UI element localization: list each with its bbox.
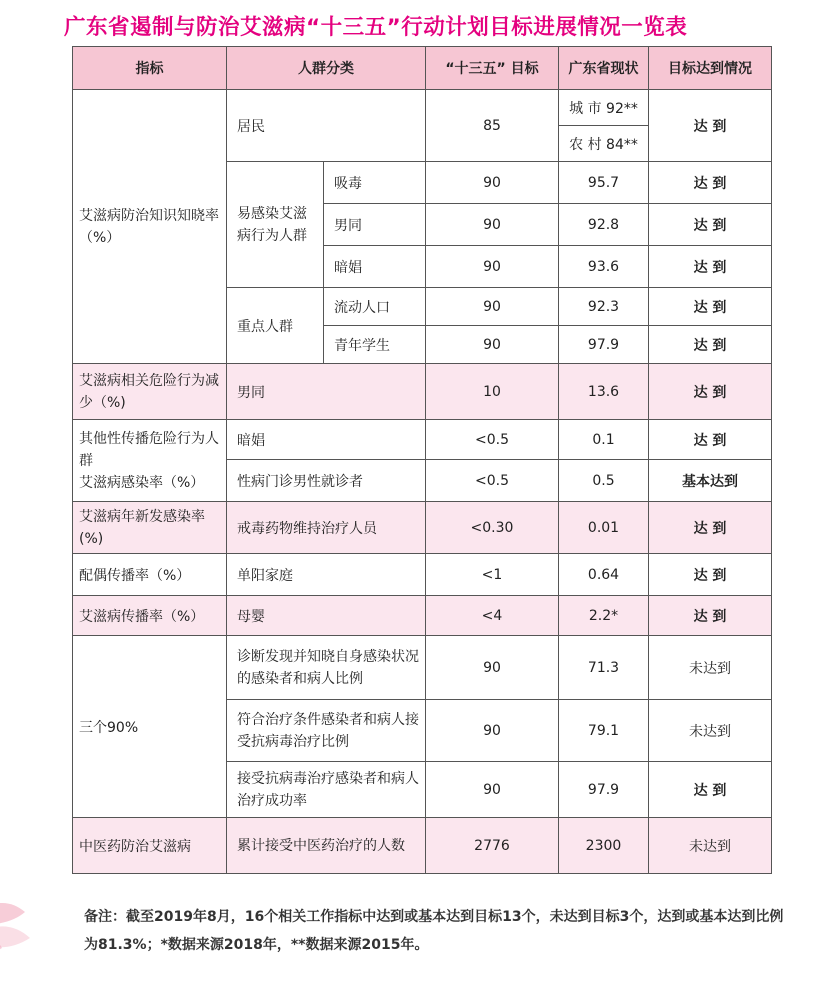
group-cell: 易感染艾滋病行为人群 (227, 162, 324, 288)
status-cell: 71.3 (559, 636, 649, 700)
subgroup-cell: 暗娼 (324, 246, 426, 288)
group-cell: 累计接受中医药治疗的人数 (227, 818, 426, 874)
indicator-cell: 配偶传播率（%） (73, 554, 227, 596)
group-cell: 母婴 (227, 596, 426, 636)
indicator-cell: 艾滋病传播率（%） (73, 596, 227, 636)
subgroup-cell: 青年学生 (324, 326, 426, 364)
progress-table (72, 46, 772, 874)
target-cell: 90 (426, 326, 559, 364)
group-cell: 戒毒药物维持治疗人员 (227, 502, 426, 554)
status-cell: 0.01 (559, 502, 649, 554)
status-cell: 93.6 (559, 246, 649, 288)
target-cell: <1 (426, 554, 559, 596)
status-cell: 0.64 (559, 554, 649, 596)
result-cell: 达 到 (649, 162, 772, 204)
result-cell: 达 到 (649, 326, 772, 364)
footnote: 备注：截至2019年8月，16个相关工作指标中达到或基本达到目标13个，未达到目标3个，达到或基本达到比例为81.3%；*数据来源2018年，**数据来源2015年。 (84, 909, 784, 953)
target-cell: <4 (426, 596, 559, 636)
table-row (73, 636, 772, 700)
result-cell: 达 到 (649, 288, 772, 326)
status-cell: 2.2* (559, 596, 649, 636)
table-row (73, 554, 772, 596)
result-cell: 达 到 (649, 204, 772, 246)
table-header-row (73, 47, 772, 90)
result-cell: 未达到 (649, 700, 772, 762)
flower-petal-decoration (0, 890, 60, 960)
target-cell: 90 (426, 288, 559, 326)
header-indicator: 指标 (73, 47, 227, 90)
header-group: 人群分类 (227, 47, 426, 90)
target-cell: <0.5 (426, 420, 559, 460)
subgroup-cell: 吸毒 (324, 162, 426, 204)
subgroup-cell: 流动人口 (324, 288, 426, 326)
result-cell: 未达到 (649, 636, 772, 700)
result-cell: 未达到 (649, 818, 772, 874)
result-cell: 达 到 (649, 364, 772, 420)
group-cell: 诊断发现并知晓自身感染状况的感染者和病人比例 (227, 636, 426, 700)
result-cell: 达 到 (649, 596, 772, 636)
table-row (73, 90, 772, 126)
status-cell: 0.1 (559, 420, 649, 460)
table-row (73, 364, 772, 420)
group-cell: 重点人群 (227, 288, 324, 364)
status-cell: 92.3 (559, 288, 649, 326)
result-cell: 达 到 (649, 554, 772, 596)
target-cell: 90 (426, 762, 559, 818)
table-row (73, 502, 772, 554)
result-cell: 达 到 (649, 420, 772, 460)
header-status: 广东省现状 (559, 47, 649, 90)
indicator-cell: 艾滋病年新发感染率(%) (73, 502, 227, 554)
status-cell: 79.1 (559, 700, 649, 762)
indicator-line-a: 其他性传播危险行为人群 (79, 430, 219, 469)
group-cell: 单阳家庭 (227, 554, 426, 596)
target-cell: 10 (426, 364, 559, 420)
indicator-line-b: 艾滋病感染率（%） (79, 474, 205, 491)
status-cell: 0.5 (559, 460, 649, 502)
status-cell: 97.9 (559, 762, 649, 818)
result-cell: 基本达到 (649, 460, 772, 502)
target-cell: 90 (426, 636, 559, 700)
target-cell: 85 (426, 90, 559, 162)
group-cell: 居民 (227, 90, 426, 162)
target-cell: 90 (426, 246, 559, 288)
indicator-cell: 三个90% (73, 636, 227, 818)
status-cell: 97.9 (559, 326, 649, 364)
target-cell: 90 (426, 700, 559, 762)
target-cell: <0.5 (426, 460, 559, 502)
target-cell: <0.30 (426, 502, 559, 554)
indicator-cell: 艾滋病相关危险行为减少（%) (73, 364, 227, 420)
indicator-cell: 中医药防治艾滋病 (73, 818, 227, 874)
indicator-cell (73, 420, 227, 502)
status-cell-rural: 农 村 84** (559, 126, 649, 162)
status-cell: 2300 (559, 818, 649, 874)
indicator-cell: 艾滋病防治知识知晓率（%） (73, 90, 227, 364)
table-row (73, 596, 772, 636)
status-cell: 92.8 (559, 204, 649, 246)
subgroup-cell: 男同 (324, 204, 426, 246)
result-cell: 达 到 (649, 246, 772, 288)
group-cell: 男同 (227, 364, 426, 420)
result-cell: 达 到 (649, 502, 772, 554)
target-cell: 2776 (426, 818, 559, 874)
status-cell: 95.7 (559, 162, 649, 204)
status-cell-city: 城 市 92** (559, 90, 649, 126)
target-cell: 90 (426, 162, 559, 204)
result-cell: 达 到 (649, 762, 772, 818)
group-cell: 接受抗病毒治疗感染者和病人治疗成功率 (227, 762, 426, 818)
group-cell: 符合治疗条件感染者和病人接受抗病毒治疗比例 (227, 700, 426, 762)
result-cell: 达 到 (649, 90, 772, 162)
table-row (73, 818, 772, 874)
status-cell: 13.6 (559, 364, 649, 420)
target-cell: 90 (426, 204, 559, 246)
page-title: 广东省遏制与防治艾滋病“十三五”行动计划目标进展情况一览表 (64, 15, 688, 40)
header-result: 目标达到情况 (649, 47, 772, 90)
header-target: “十三五” 目标 (426, 47, 559, 90)
table-row (73, 420, 772, 460)
group-cell: 性病门诊男性就诊者 (227, 460, 426, 502)
group-cell: 暗娼 (227, 420, 426, 460)
